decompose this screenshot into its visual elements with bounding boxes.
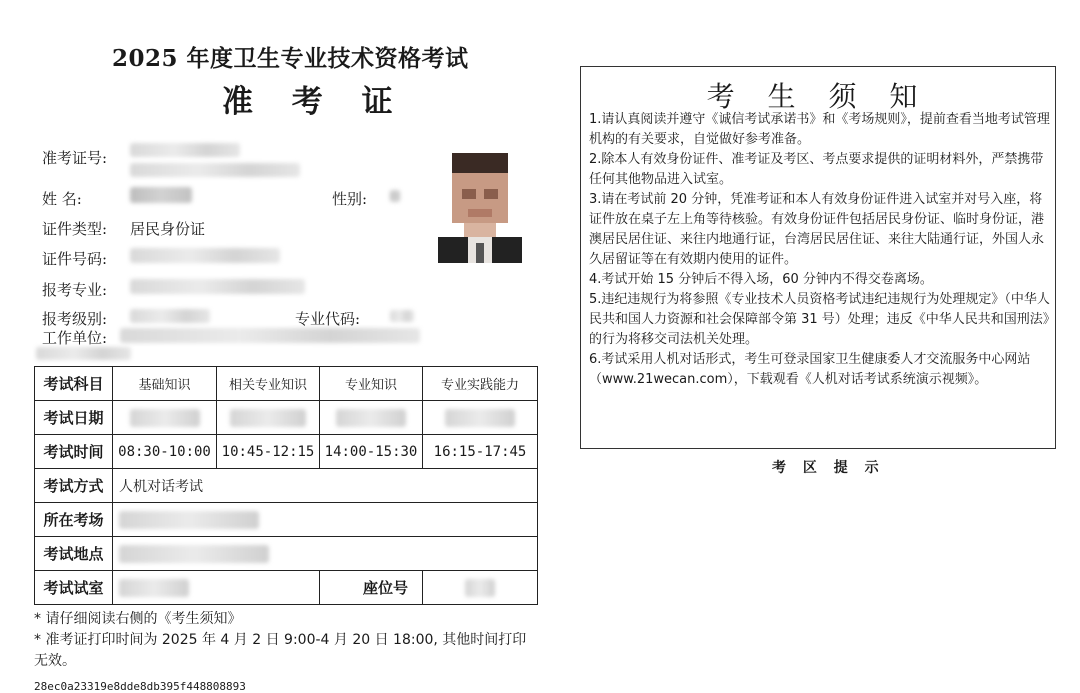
- subject-header: 考试科目: [35, 367, 113, 401]
- table-row-room: [35, 571, 538, 605]
- gender-redacted: [390, 190, 400, 202]
- workplace-label: 工作单位:: [42, 329, 108, 347]
- date-header: 考试日期: [35, 401, 113, 435]
- seat-header: 座位号: [320, 571, 423, 605]
- table-row-method: [35, 469, 538, 503]
- time-header: 考试时间: [35, 435, 113, 469]
- method-header: 考试方式: [35, 469, 113, 503]
- id-type-value: 居民身份证: [130, 220, 206, 238]
- instruction-item: 3.请在考试前 20 分钟，凭准考证和本人有效身份证件进入试室并对号入座，将证件放在桌子左上角等待核验。有效身份证件包括居民身份证、临时身份证，港澳居民居住证、来往内地通行证，台湾居民居住证、来往大陆通行证，外国人永久居留证等在有效期内使用的证件。: [589, 192, 1045, 267]
- instruction-item: 6.考试采用人机对话形式，考生可登录国家卫生健康委人才交流服务中心网站（www.21wecan.com），下载观看《人机对话考试系统演示视频》。: [589, 352, 1031, 387]
- admission-ticket-subtitle: 准 考 证: [222, 84, 407, 120]
- footnote: * 准考证打印时间为 2025 年 4 月 2 日 9:00-4 月 20 日 18:00, 其他时间打印无效。: [34, 632, 527, 669]
- major-code-label: 专业代码:: [295, 310, 361, 328]
- subject-cell: 相关专业知识: [217, 367, 320, 401]
- subject-cell: 专业知识: [320, 367, 423, 401]
- ticket-number-label: 准考证号:: [42, 149, 108, 167]
- name-label: 姓 名:: [42, 190, 82, 208]
- instruction-item: 1.请认真阅读并遵守《诚信考试承诺书》和《考场规则》，提前查看当地考试管理机构的有关要求，自觉做好参考准备。: [589, 112, 1050, 147]
- table-row-location: [35, 537, 538, 571]
- id-number-label: [42, 248, 107, 269]
- major-label: 报考专业:: [42, 281, 108, 299]
- time-cell: 10:45-12:15: [217, 435, 320, 469]
- gender-label: 性别:: [332, 190, 368, 208]
- table-row-dates: [35, 401, 538, 435]
- date-cell: [320, 401, 423, 435]
- room-header: 考试试室: [35, 571, 113, 605]
- ticket-number-redacted: [130, 143, 240, 157]
- site-value: [113, 503, 538, 537]
- admission-ticket-title: 2025 年度卫生专业技术资格考试: [112, 45, 469, 72]
- subject-cell: 专业实践能力: [423, 367, 538, 401]
- time-cell: 14:00-15:30: [320, 435, 423, 469]
- id-number-label-text: 证件号码:: [42, 250, 108, 268]
- method-value: 人机对话考试: [113, 469, 538, 503]
- candidate-photo: [438, 153, 522, 263]
- table-row-site: [35, 503, 538, 537]
- table-row-times: [35, 435, 538, 469]
- level-redacted: [130, 309, 210, 323]
- ticket-number-redacted-2: [130, 163, 300, 177]
- major-code-redacted: [390, 310, 414, 322]
- table-row-subjects: [35, 367, 538, 401]
- name-redacted: [130, 187, 192, 203]
- time-cell: 16:15-17:45: [423, 435, 538, 469]
- location-value: [113, 537, 538, 571]
- location-header: 考试地点: [35, 537, 113, 571]
- date-cell: [113, 401, 217, 435]
- workplace-redacted: [120, 328, 420, 343]
- instruction-item: 4.考试开始 15 分钟后不得入场，60 分钟内不得交卷离场。: [589, 272, 933, 287]
- date-cell: [217, 401, 320, 435]
- instructions-title: 考 生 须 知: [706, 80, 930, 113]
- id-type-label: 证件类型:: [42, 220, 108, 238]
- subject-cell: 基础知识: [113, 367, 217, 401]
- instructions-box: [580, 66, 1056, 449]
- major-redacted: [130, 279, 305, 294]
- instruction-item: 5.违纪违规行为将参照《专业技术人员资格考试违纪违规行为处理规定》（中华人民共和国人力资源和社会保障部令第 31 号）处理；违反《中华人民共和国刑法》的行为将移交司法机关处理。: [589, 292, 1050, 347]
- time-cell: 08:30-10:00: [113, 435, 217, 469]
- footnote: * 请仔细阅读右侧的《考生须知》: [34, 611, 242, 627]
- verification-hash: 28ec0a23319e8dde8db395f448808893: [34, 680, 246, 693]
- exam-schedule-table: [34, 366, 538, 605]
- workplace-redacted-2: [36, 347, 131, 360]
- seat-value: [423, 571, 538, 605]
- exam-area-hint: 考 区 提 示: [772, 460, 885, 476]
- date-cell: [423, 401, 538, 435]
- instructions-list: [589, 110, 1051, 390]
- room-value: [113, 571, 320, 605]
- footnotes: [34, 609, 534, 672]
- id-number-redacted: [130, 248, 280, 263]
- site-header: 所在考场: [35, 503, 113, 537]
- instruction-item: 2.除本人有效身份证件、准考证及考区、考点要求提供的证明材料外，严禁携带任何其他物品进入试室。: [589, 152, 1044, 187]
- level-label: 报考级别:: [42, 310, 108, 328]
